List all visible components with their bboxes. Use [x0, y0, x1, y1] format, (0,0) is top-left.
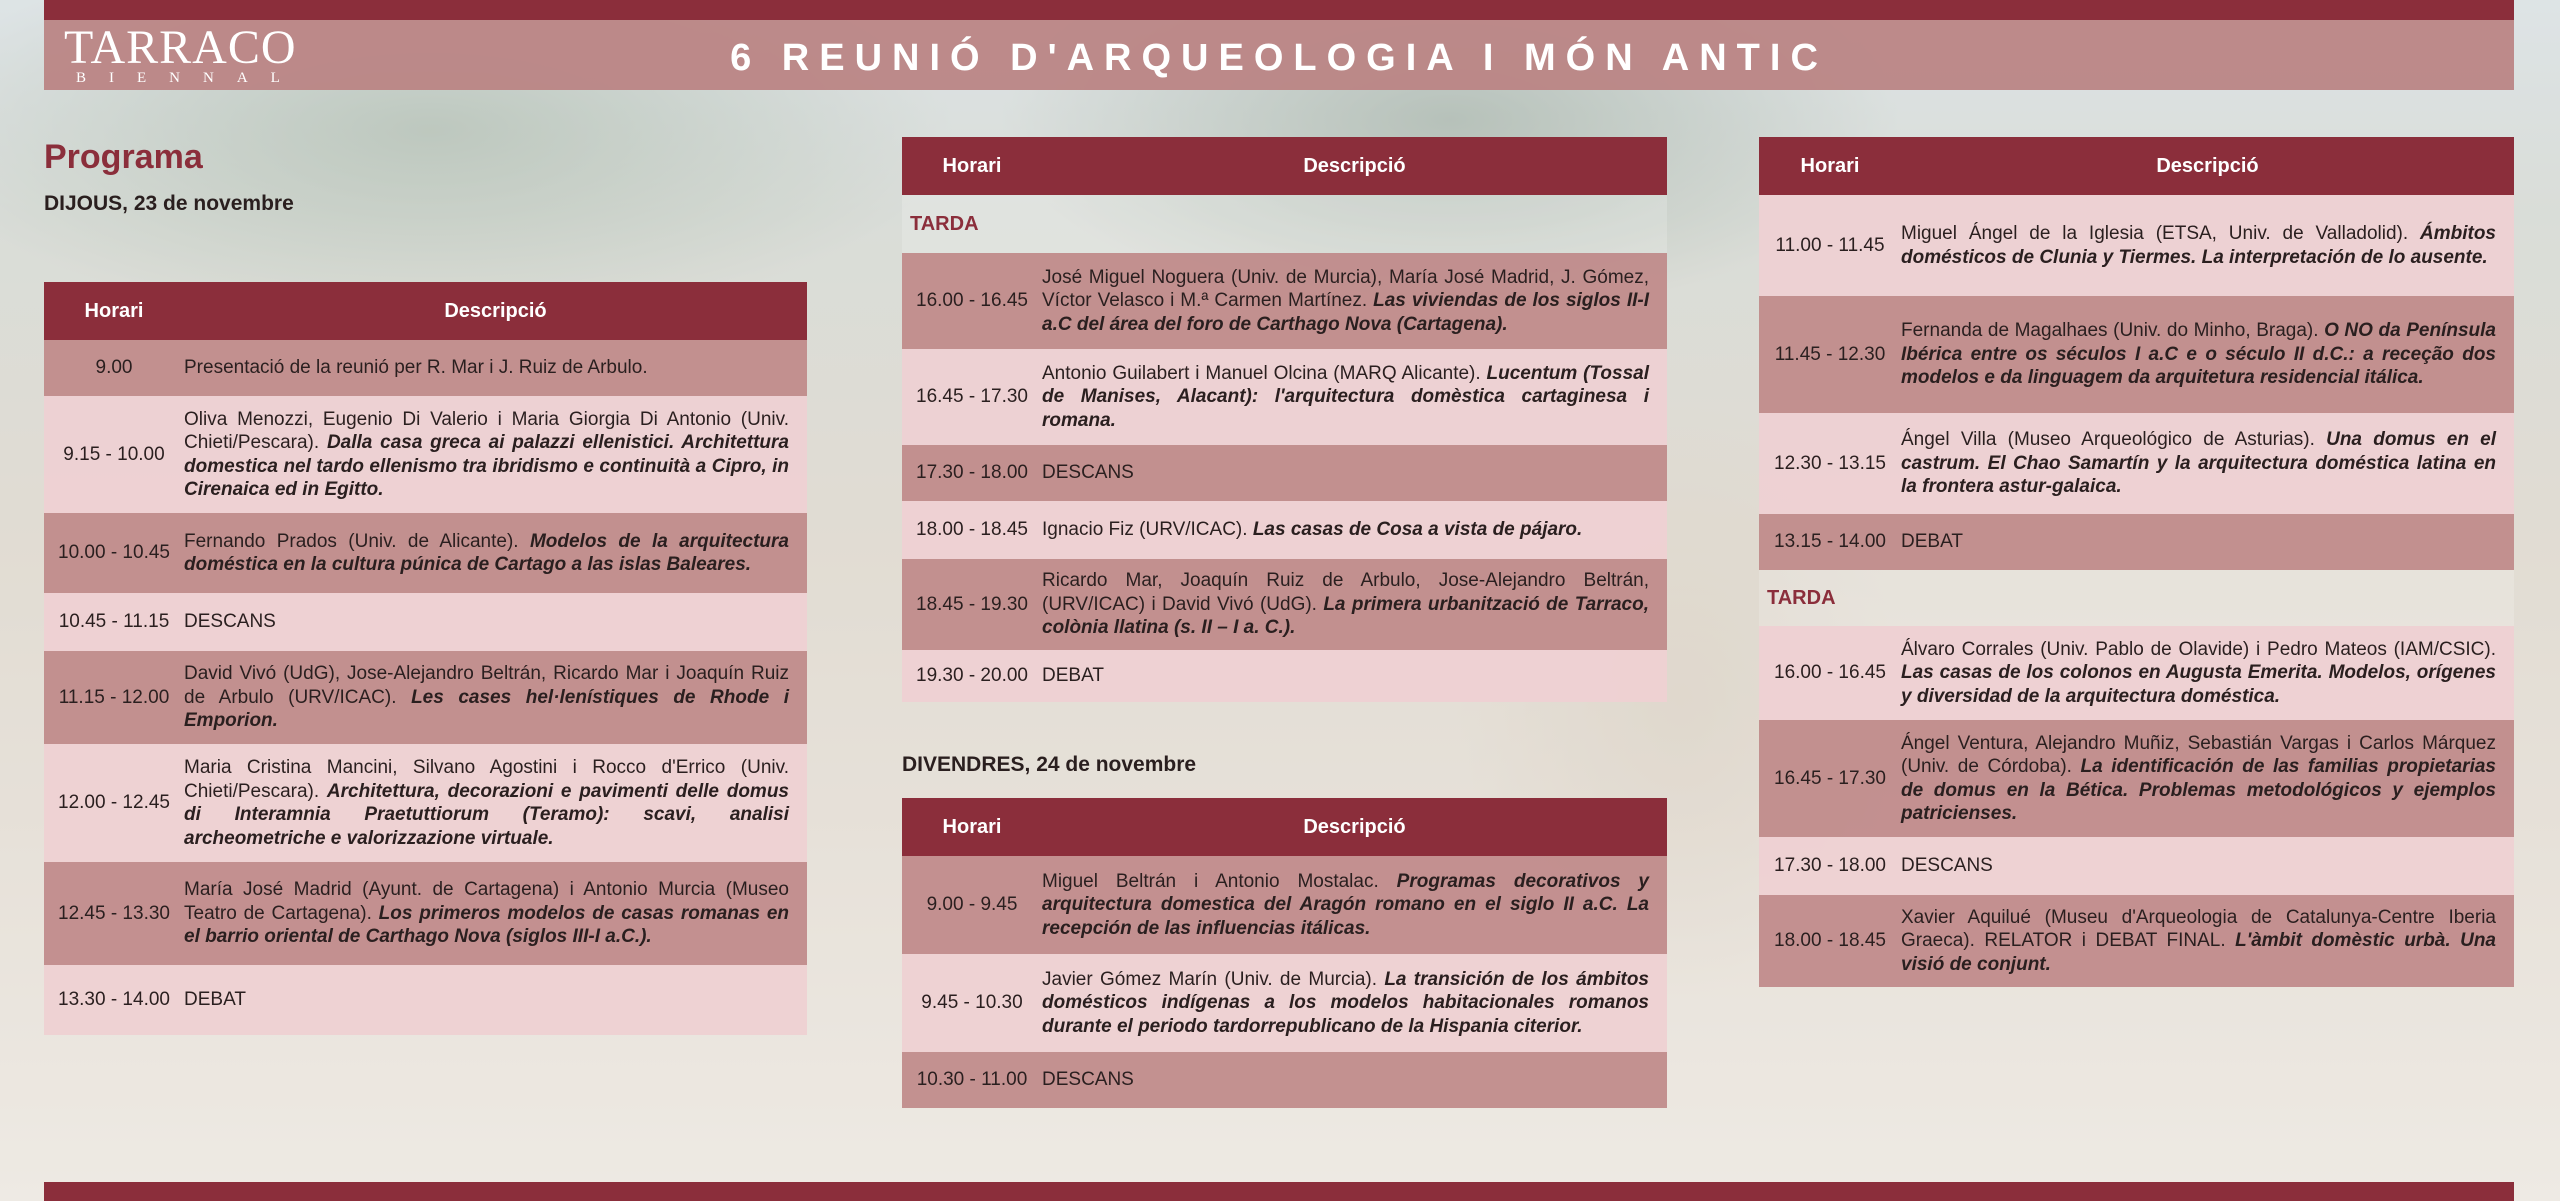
- day-heading-friday: DIVENDRES, 24 de novembre: [902, 753, 1197, 776]
- session-time: 16.45 - 17.30: [1774, 767, 1886, 789]
- session-time: 9.15 - 10.00: [63, 443, 165, 465]
- session-speakers: Javier Gómez Marín (Univ. de Murcia).: [1042, 968, 1385, 990]
- session-title: Las viviendas de los siglos II-I a.C del área del foro de Carthago Nova (Cartagena).: [1042, 290, 1649, 335]
- session-description: [184, 870, 807, 957]
- table-row: [902, 253, 1667, 349]
- table-row: [44, 651, 807, 744]
- session-description: [184, 654, 807, 741]
- bottom-band: [44, 1182, 2514, 1201]
- session-time: 11.00 - 11.45: [1775, 234, 1885, 256]
- table-row: [902, 559, 1667, 650]
- table-row: [1759, 720, 2514, 837]
- session-speakers: Oliva Menozzi, Eugenio Di Valerio i Maria Giorgia Di Antonio (Univ. Chieti/Pescara).: [184, 408, 789, 453]
- day-heading-thursday: DIJOUS, 23 de novembre: [44, 192, 294, 215]
- session-time: 19.30 - 20.00: [916, 665, 1028, 686]
- session-description: [1901, 420, 2514, 507]
- table-row: [44, 744, 807, 862]
- session-description: [1042, 354, 1667, 441]
- session-description: [1901, 214, 2514, 277]
- table-header: [44, 282, 807, 340]
- session-speakers: Fernando Prados (Univ. de Alicante).: [184, 530, 530, 552]
- session-speakers: DESCANS: [1042, 462, 1134, 484]
- session-title: Ámbitos domésticos de Clunia y Tiermes. La interpretación de lo ausente.: [1901, 223, 2496, 268]
- session-title: Las casas de los colonos en Augusta Emerita. Modelos, orígenes y diversidad de la arquitectura doméstica.: [1901, 662, 2496, 707]
- table-row: [902, 1052, 1667, 1108]
- session-description: [1901, 630, 2514, 717]
- session-description: [184, 602, 807, 642]
- page-title: 6 REUNIÓ D'ARQUEOLOGIA I MÓN ANTIC: [730, 37, 1828, 79]
- table-row: [44, 593, 807, 651]
- table-row: [44, 340, 807, 396]
- session-speakers: DEBAT: [1901, 531, 1963, 553]
- logo-subtitle: BIENNAL: [76, 70, 303, 86]
- session-description: [1042, 960, 1667, 1047]
- session-description: [1901, 311, 2514, 398]
- session-time: 10.45 - 11.15: [58, 611, 170, 632]
- table-row: [44, 513, 807, 593]
- session-time: 12.45 - 13.30: [58, 902, 170, 924]
- session-speakers: Miguel Beltrán i Antonio Mostalac.: [1042, 870, 1397, 892]
- session-description: [184, 748, 807, 858]
- session-speakers: Ángel Ventura, Alejandro Muñiz, Sebastián Vargas i Carlos Márquez (Univ. de Córdoba).: [1901, 732, 2496, 777]
- table-row: [902, 349, 1667, 445]
- session-time: 10.00 - 10.45: [58, 542, 170, 563]
- session-title: La primera urbanització de Tarraco, colònia llatina (s. II – I a. C.).: [1042, 593, 1649, 639]
- session-description: [1042, 1060, 1667, 1100]
- session-speakers: Antonio Guilabert i Manuel Olcina (MARQ Alicante).: [1042, 362, 1487, 384]
- session-speakers: Álvaro Corrales (Univ. Pablo de Olavide) i Pedro Mateos (IAM/CSIC).: [1901, 638, 2496, 660]
- session-title: Les cases hel·lenístiques de Rhode i Emporion.: [184, 686, 789, 732]
- session-time: 17.30 - 18.00: [916, 462, 1028, 483]
- session-description: [1901, 846, 2514, 886]
- session-time: 11.45 - 12.30: [1774, 343, 1886, 365]
- col-header-time: Horari: [1800, 155, 1860, 177]
- table-row: [902, 954, 1667, 1052]
- session-description: [184, 348, 807, 388]
- col-header-time: Horari: [942, 816, 1002, 838]
- session-speakers: José Miguel Noguera (Univ. de Murcia), María José Madrid, J. Gómez, Víctor Velasco i M.ª Carmen Martínez.: [1042, 266, 1649, 312]
- table-row: [902, 501, 1667, 559]
- col-header-time: Horari: [84, 300, 144, 322]
- session-description: [1042, 510, 1667, 550]
- session-speakers: DESCANS: [1042, 1069, 1134, 1091]
- session-time: 17.30 - 18.00: [1774, 855, 1886, 876]
- session-description: [184, 522, 807, 585]
- table-row: [1759, 514, 2514, 570]
- session-speakers: María José Madrid (Ayunt. de Cartagena) i Antonio Murcia (Museo Teatro de Cartagena).: [184, 879, 789, 924]
- schedule-table-thursday-afternoon: [902, 137, 1667, 702]
- session-description: [1042, 258, 1667, 345]
- tarda-label: TARDA: [1759, 570, 2514, 626]
- table-row: [44, 965, 807, 1035]
- session-speakers: DEBAT: [184, 989, 246, 1011]
- session-title: Lucentum (Tossal de Manises, Alacant): l'arquitectura domèstica cartaginesa i romana.: [1042, 362, 1649, 431]
- table-row: [902, 650, 1667, 702]
- session-time: 13.15 - 14.00: [1774, 531, 1886, 552]
- session-time: 18.45 - 19.30: [916, 593, 1028, 615]
- session-time: 12.30 - 13.15: [1774, 452, 1886, 474]
- session-description: [1042, 656, 1667, 696]
- table-row: [902, 445, 1667, 501]
- table-row: [1759, 626, 2514, 720]
- session-title: L'àmbit domèstic urbà. Una visió de conjunt.: [1901, 930, 2496, 975]
- session-description: [1901, 522, 2514, 562]
- session-speakers: Maria Cristina Mancini, Silvano Agostini i Rocco d'Errico (Univ. Chieti/Pescara).: [184, 757, 789, 802]
- table-row: [1759, 895, 2514, 987]
- session-time: 18.00 - 18.45: [1774, 930, 1886, 951]
- session-speakers: Ignacio Fiz (URV/ICAC).: [1042, 519, 1253, 541]
- session-speakers: DESCANS: [184, 611, 276, 633]
- session-description: [184, 400, 807, 510]
- session-speakers: DESCANS: [1901, 855, 1993, 877]
- table-row: [1759, 296, 2514, 413]
- session-speakers: Ángel Villa (Museo Arqueológico de Asturias).: [1901, 429, 2327, 451]
- table-header: [1759, 137, 2514, 195]
- session-title: Dalla casa greca ai palazzi ellenistici. Architettura domestica nel tardo ellenismo tra ibridismo e continuità a Cipro, in Cirenaica ed in Egitto.: [184, 432, 789, 500]
- session-time: 9.45 - 10.30: [921, 992, 1023, 1013]
- session-time: 13.30 - 14.00: [58, 989, 170, 1010]
- tarda-label: TARDA: [902, 195, 1667, 253]
- session-title: Programas decorativos y arquitectura domestica del Aragón romano en el siglo II a.C. La recepción de las influencias itálicas.: [1042, 870, 1649, 939]
- session-description: [1042, 453, 1667, 493]
- session-title: O NO da Península Ibérica entre os séculos I a.C e o século II d.C.: a receção dos modelos e da linguagem da arquitetura residencial itálica.: [1901, 320, 2496, 389]
- session-speakers: DEBAT: [1042, 665, 1104, 687]
- session-speakers: Miguel Ángel de la Iglesia (ETSA, Univ. de Valladolid).: [1901, 223, 2420, 244]
- session-title: La identificación de las familias propietarias de domus en la Bética. Problemas metodológicos y ejemplos patricienses.: [1901, 756, 2496, 824]
- session-description: [1901, 898, 2514, 985]
- table-row: [902, 856, 1667, 954]
- section-title: Programa: [44, 138, 203, 176]
- top-band: [44, 0, 2514, 20]
- session-speakers: Fernanda de Magalhaes (Univ. do Minho, Braga).: [1901, 320, 2325, 342]
- logo-word: TARRACO: [64, 21, 297, 74]
- col-header-desc: Descripció: [444, 300, 547, 322]
- schedule-table-thursday-morning: [44, 282, 807, 1035]
- session-title: La transición de los ámbitos domésticos indígenas a los modelos habitacionales romanos durante el periodo tardorrepublicano de la Hispania citerior.: [1042, 968, 1649, 1037]
- session-time: 9.00: [95, 357, 133, 378]
- session-description: [1901, 724, 2514, 834]
- session-speakers: Presentació de la reunió per R. Mar i J. Ruiz de Arbulo.: [184, 357, 648, 379]
- session-title: Las casas de Cosa a vista de pájaro.: [1252, 519, 1583, 541]
- table-row: [1759, 413, 2514, 514]
- session-time: 16.00 - 16.45: [916, 290, 1028, 311]
- table-header: [902, 798, 1667, 856]
- session-time: 11.15 - 12.00: [58, 686, 170, 708]
- session-time: 18.00 - 18.45: [916, 519, 1028, 540]
- session-time: 10.30 - 11.00: [916, 1069, 1028, 1090]
- session-title: Los primeros modelos de casas romanas en el barrio oriental de Carthago Nova (siglos III-I a.C.).: [184, 902, 789, 948]
- table-row: [44, 862, 807, 965]
- session-time: 16.45 - 17.30: [916, 386, 1028, 407]
- session-speakers: Xavier Aquilué (Museu d'Arqueologia de Catalunya-Centre Iberia Graeca). RELATOR i DEBAT FINAL.: [1901, 906, 2496, 952]
- session-time: 9.00 - 9.45: [926, 894, 1018, 915]
- session-title: Una domus en el castrum. El Chao Samartín y la arquitectura doméstica latina en la frontera astur-galaica.: [1901, 429, 2497, 498]
- schedule-table-friday-morning: [902, 798, 1667, 1108]
- session-description: [184, 980, 807, 1020]
- col-header-desc: Descripció: [2156, 155, 2259, 177]
- col-header-desc: Descripció: [1303, 155, 1406, 177]
- table-row: [1759, 837, 2514, 895]
- session-title: Modelos de la arquitectura doméstica en la cultura púnica de Cartago a las islas Baleares.: [184, 530, 789, 575]
- session-time: 12.00 - 12.45: [58, 792, 170, 813]
- schedule-table-friday-continued: [1759, 137, 2514, 987]
- col-header-time: Horari: [942, 155, 1002, 177]
- session-speakers: Ricardo Mar, Joaquín Ruiz de Arbulo, Jose-Alejandro Beltrán, (URV/ICAC) i David Vivó (UdG).: [1042, 570, 1649, 615]
- session-description: [1042, 862, 1667, 949]
- session-title: Architettura, decorazioni e pavimenti delle domus di Interamnia Praetuttiorum (Teramo): scavi, analisi archeometriche e valorizzazione virtuale.: [184, 780, 789, 849]
- session-speakers: David Vivó (UdG), Jose-Alejandro Beltrán, Ricardo Mar i Joaquín Ruiz de Arbulo (URV/ICAC).: [184, 663, 789, 708]
- session-time: 16.00 - 16.45: [1774, 662, 1886, 683]
- session-description: [1042, 561, 1667, 648]
- table-header: [902, 137, 1667, 195]
- table-row: [44, 396, 807, 513]
- table-row: [1759, 195, 2514, 296]
- page-header: [44, 20, 2514, 90]
- col-header-desc: Descripció: [1303, 816, 1406, 838]
